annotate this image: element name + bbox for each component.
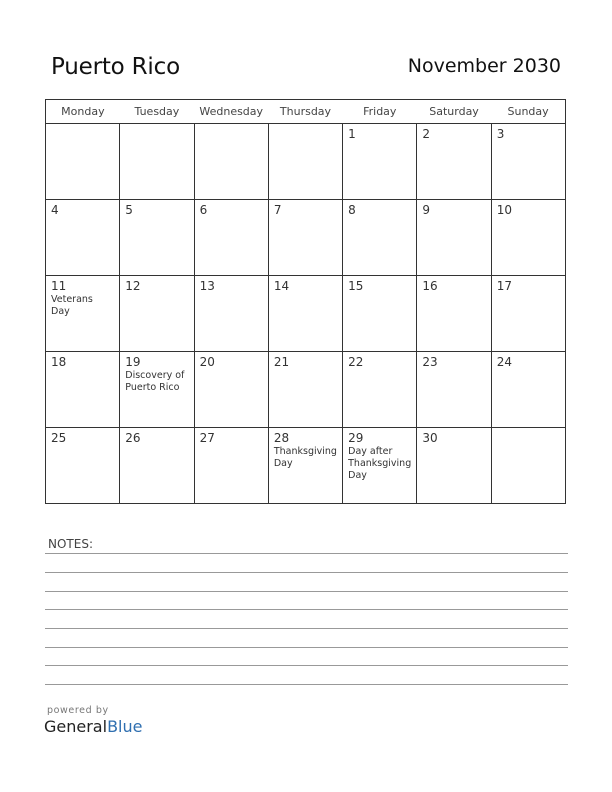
day-number: 22 [348,355,364,369]
day-cell [194,352,268,428]
day-number: 30 [422,431,438,445]
notes-label: NOTES: [48,537,93,551]
weekday-tuesday: Tuesday [120,100,194,124]
powered-by-text: powered by [47,705,109,716]
holiday-label: Thanksgiving Day [273,446,337,469]
calendar-country-title: Puerto Rico [51,54,180,80]
note-line [45,665,568,666]
day-cell [417,352,491,428]
day-number: 13 [199,279,215,293]
day-cell [194,428,268,504]
day-number: 3 [496,127,505,141]
weekday-monday: Monday [46,100,120,124]
calendar-month-title: November 2030 [407,55,561,77]
day-number: 16 [422,279,438,293]
note-line [45,591,568,592]
day-number: 7 [273,203,282,217]
day-cell [46,428,120,504]
calendar-week-row [46,276,566,352]
day-cell [194,200,268,276]
day-cell [417,276,491,352]
day-cell [343,276,417,352]
day-number: 28 [273,431,290,445]
day-cell [46,200,120,276]
day-number: 18 [51,355,67,369]
day-cell [343,124,417,200]
calendar-week-row [46,352,566,428]
day-cell [120,428,194,504]
day-number: 6 [199,203,208,217]
day-number: 23 [422,355,438,369]
calendar-grid [45,99,566,504]
holiday-label: Discovery of Puerto Rico [125,370,185,393]
day-number: 24 [496,355,512,369]
weekday-friday: Friday [343,100,417,124]
calendar-body [46,124,566,504]
day-cell [491,276,565,352]
day-cell [417,428,491,504]
day-cell [194,276,268,352]
note-line [45,647,568,648]
note-line [45,628,568,629]
generalblue-logo[interactable] [44,717,142,736]
holiday-label: Veterans Day [51,294,93,317]
day-number: 19 [125,355,141,369]
day-cell [120,200,194,276]
day-number: 4 [51,203,59,217]
day-cell [194,124,268,200]
day-cell [120,352,194,428]
weekday-sunday: Sunday [491,100,565,124]
calendar-week-row [46,428,566,504]
day-number: 29 [348,431,364,445]
note-line [45,684,568,685]
day-number: 10 [496,203,512,217]
day-number: 26 [125,431,141,445]
day-cell [268,276,342,352]
day-number: 8 [348,203,356,217]
day-cell [268,124,342,200]
weekday-wednesday: Wednesday [194,100,268,124]
day-number: 20 [199,355,215,369]
day-number: 12 [125,279,141,293]
weekday-saturday: Saturday [417,100,491,124]
day-number: 21 [273,355,290,369]
day-cell [46,276,120,352]
brand-blue-text: Blue [107,717,143,736]
note-line [45,609,568,610]
calendar-week-row [46,124,566,200]
day-number: 17 [496,279,512,293]
day-cell [268,352,342,428]
day-number: 11 [51,279,67,293]
day-number: 5 [125,203,133,217]
day-cell [46,124,120,200]
day-cell [417,124,491,200]
weekday-thursday: Thursday [268,100,342,124]
calendar-week-row [46,200,566,276]
day-number: 15 [348,279,364,293]
day-cell [46,352,120,428]
day-cell [343,200,417,276]
day-number: 2 [422,127,431,141]
day-cell [491,200,565,276]
day-cell [417,200,491,276]
day-cell [120,124,194,200]
day-number: 1 [348,127,356,141]
weekday-header-row [46,100,566,124]
day-cell [268,428,342,504]
day-cell [491,352,565,428]
note-line [45,572,568,573]
day-cell [343,352,417,428]
day-cell [491,124,565,200]
day-cell [343,428,417,504]
day-number: 27 [199,431,215,445]
day-number: 9 [422,203,431,217]
day-number: 25 [51,431,67,445]
note-line [45,553,568,554]
day-cell [120,276,194,352]
day-cell [268,200,342,276]
brand-general-text: General [44,717,108,736]
day-cell [491,428,565,504]
holiday-label: Day after Thanksgiving Day [348,446,412,481]
day-number: 14 [273,279,290,293]
